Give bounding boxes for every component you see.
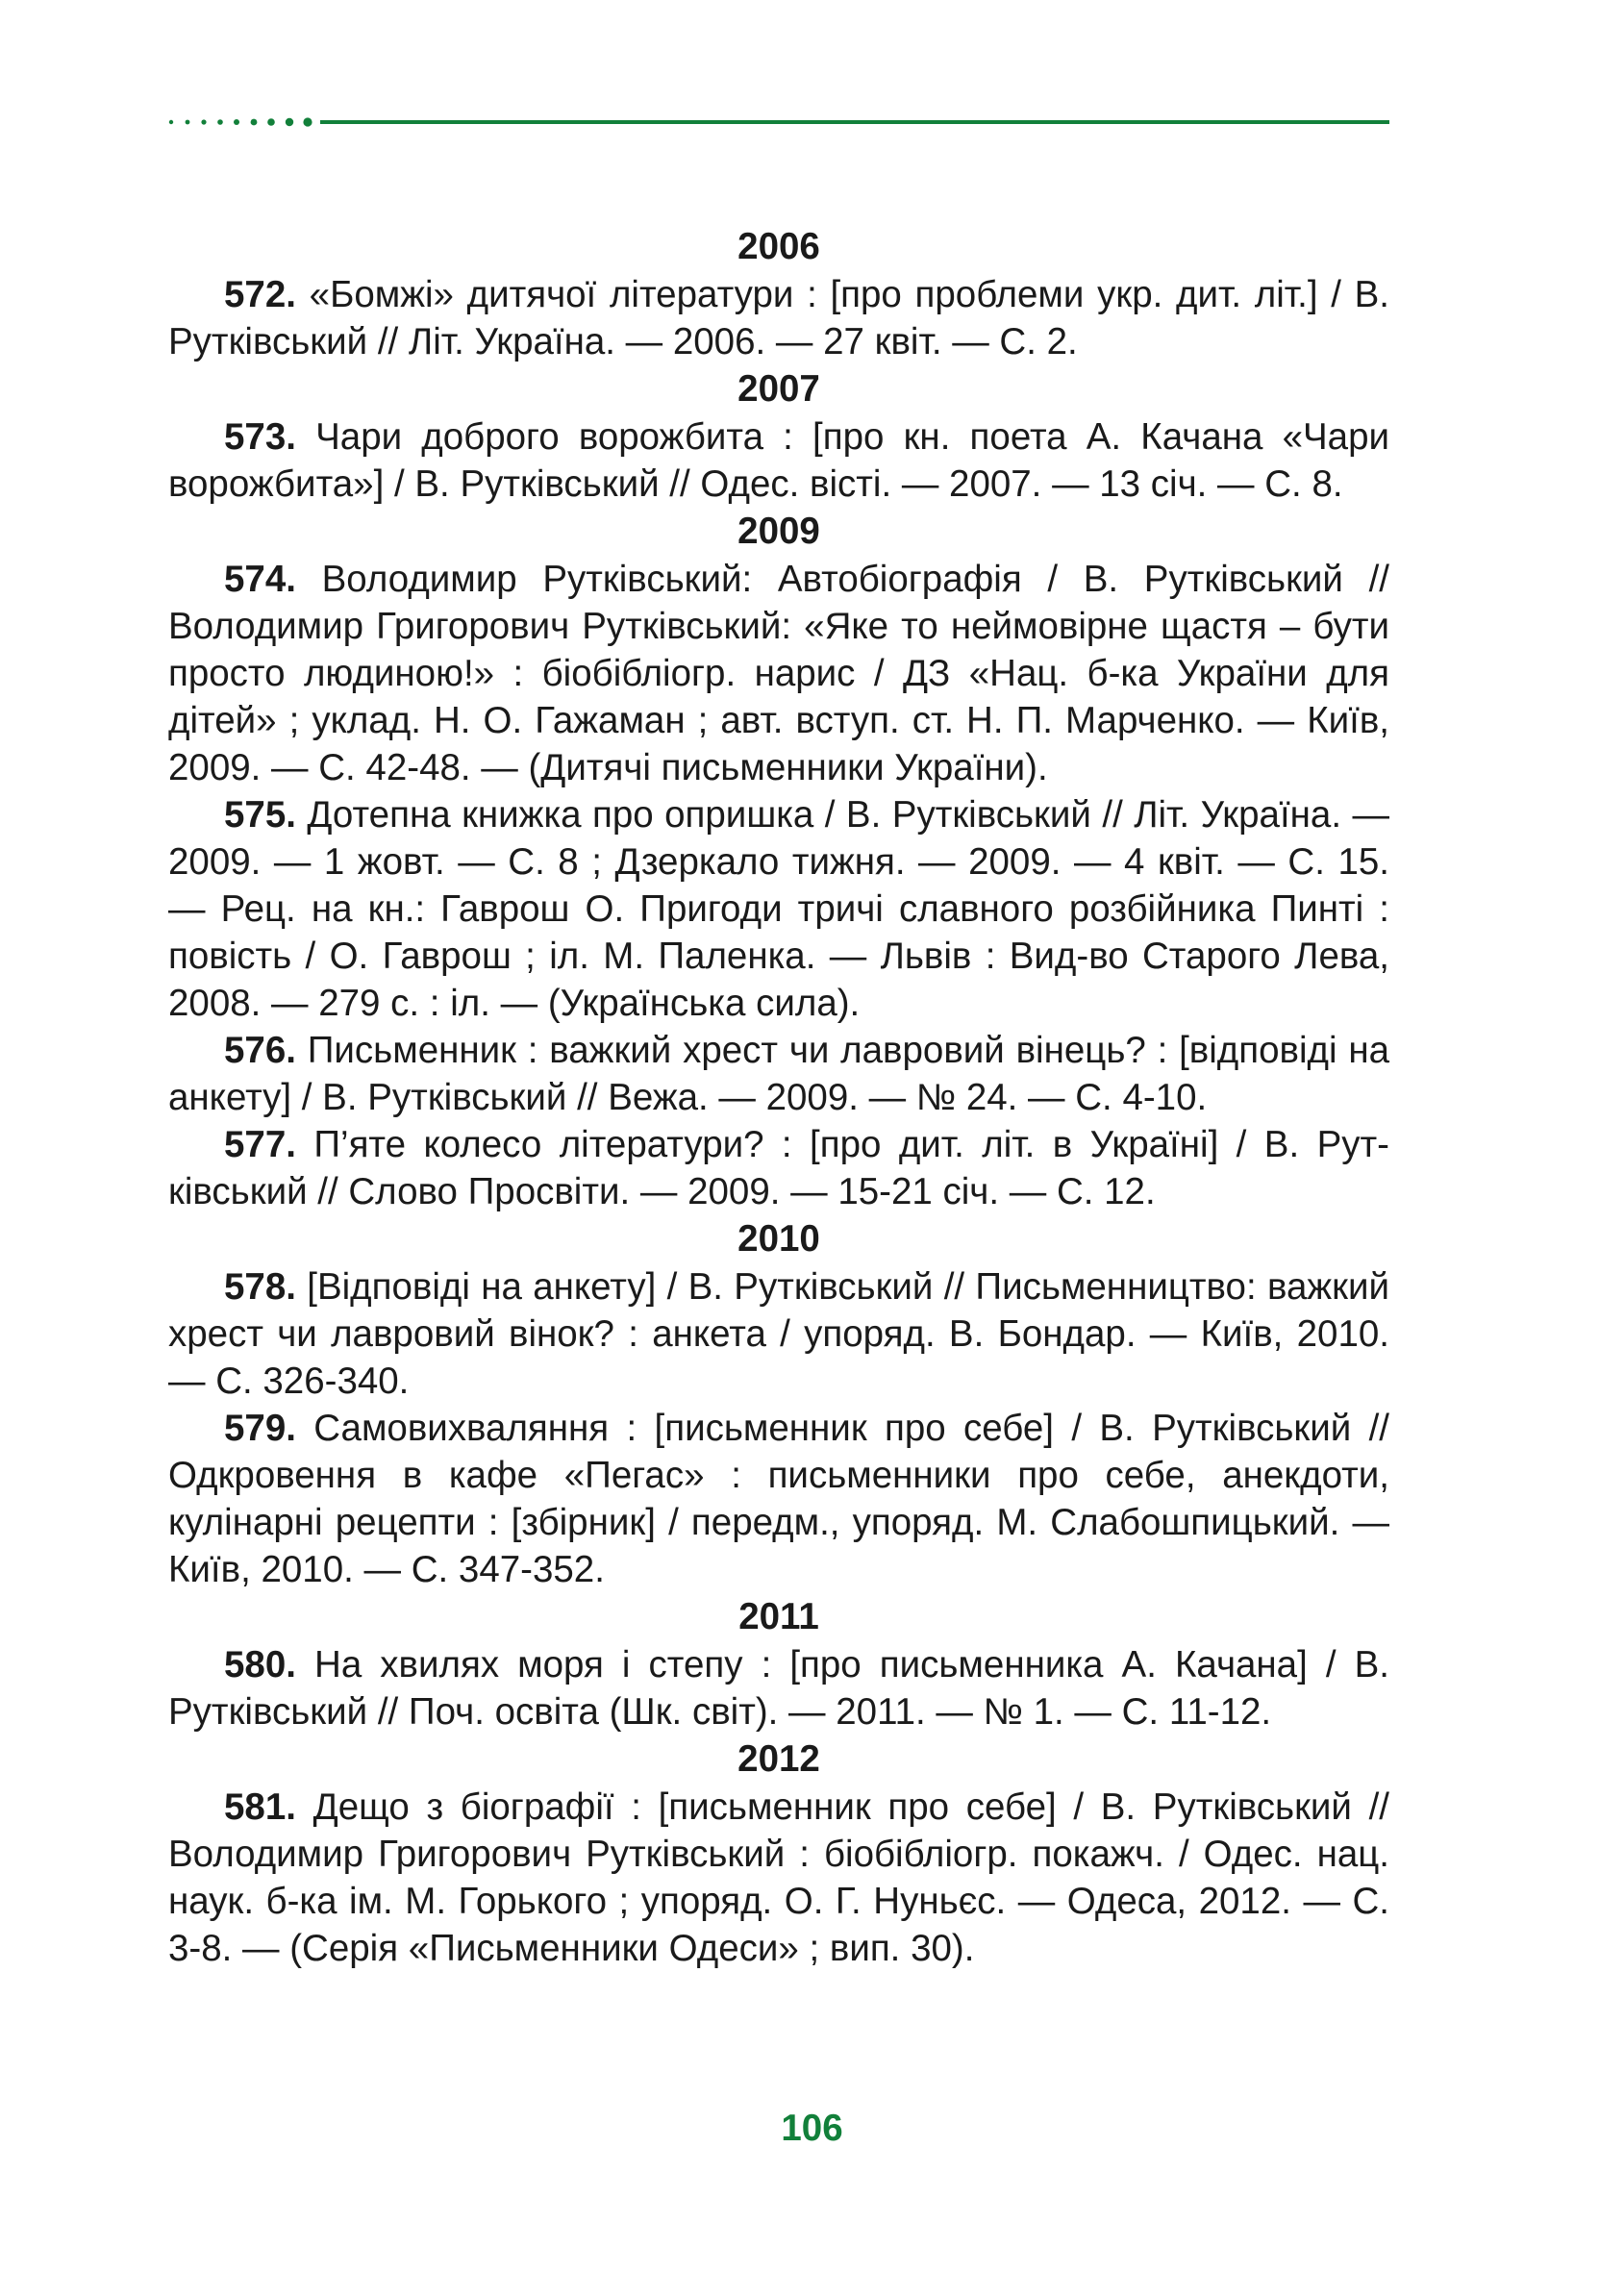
page-number: 106 [781,2108,843,2149]
header-rule-line [320,120,1389,124]
entry-text: Чари доброго ворожбита : [про кн. поета А. Качана «Чари ворожбита»] / В. Рутківський // Одес. вісті. — 2007. — 13 січ. — С. 8. [168,416,1389,505]
entry-text: [Відповіді на анкету] / В. Рутківський // Письменництво: важкий хрест чи лавровий вінок? : анкета / упоряд. В. Бондар. — Київ, 2010. — С. 326-340. [168,1266,1389,1402]
entry-text: П’яте колесо літератури? : [про дит. літ. в Україні] / В. Рутківський // Слово Просвіти. — 2009. — 15-21 січ. — С. 12. [168,1124,1389,1212]
entry-number: 581. [224,1786,296,1828]
bibliography-entry [168,1641,1389,1735]
entry-text: Дотепна книжка про опришка / В. Рутківський // Літ. Україна. — 2009. — 1 жовт. — С. 8 ; Дзеркало тижня. — 2009. — 4 квіт. — С. 15. — Рец. на кн.: Гаврош О. Пригоди тричі славного розбійника Пинті : повість / О. Гаврош ; іл. М. Паленка. — Львів : Вид-во Старого Лева, 2008. — 279 с. : іл. — (Українська сила). [168,794,1389,1024]
year-heading: 2007 [737,368,820,410]
year-heading: 2006 [737,226,820,267]
entry-number: 580. [224,1644,296,1685]
bibliography-content [168,223,1389,1972]
entry-text: На хвилях моря і степу : [про письменника А. Качана] / В. Рутківський // Поч. освіта (Шк. світ). — 2011. — № 1. — С. 11-12. [168,1644,1390,1733]
entry-text: Володимир Рутківський: Автобіографія / В. Рутківський // Володимир Григорович Рутківський: «Яке то неймовірне щастя – бути просто людиною!» : біобібліогр. нарис / ДЗ «Нац. б-ка України для дітей» ; уклад. Н. О. Гажаман ; авт. вступ. ст. Н. П. Марченко. — Київ, 2009. — С. 42-48. — (Дитячі письменники України). [168,559,1389,788]
entry-number: 572. [224,274,296,315]
bibliography-entry [168,1784,1389,1972]
bibliography-entry [168,1263,1389,1405]
entry-text: Самовихваляння : [письменник про себе] / В. Рутківський // Одкровення в кафе «Пегас» : письменники про себе, анекдоти, кулінарні рецепти : [збірник] / передм., упоряд. М. Слабошпицький. — Київ, 2010. — С. 347-352. [168,1408,1389,1590]
bibliography-entry [168,1027,1389,1121]
bibliography-entry [168,556,1389,791]
year-heading: 2009 [737,511,820,552]
header-rule-dots [169,117,312,126]
entry-number: 577. [224,1124,296,1165]
bibliography-entry [168,1405,1389,1593]
year-heading: 2012 [737,1738,820,1780]
bibliography-entry [168,791,1389,1027]
entry-text: «Бомжі» дитячої літератури : [про проблеми укр. дит. літ.] / В. Рутківський // Літ. Україна. — 2006. — 27 квіт. — С. 2. [168,274,1390,362]
entry-text: Дещо з біографії : [письменник про себе] / В. Рутківський // Володимир Григорович Рутківський : біобібліогр. покажч. / Одес. нац. наук. б-ка ім. М. Горького ; упоряд. О. Г. Нуньєс. — Одеса, 2012. — С. 3-8. — (Серія «Письменники Одеси» ; вип. 30). [168,1786,1389,1969]
entry-number: 576. [224,1030,296,1071]
year-heading: 2010 [737,1218,820,1260]
bibliography-entry [168,271,1389,365]
entry-number: 575. [224,794,296,836]
entry-number: 578. [224,1266,296,1308]
year-heading: 2011 [738,1596,819,1637]
bibliography-entry [168,1121,1389,1215]
header-dotted-rule [168,117,1389,127]
entry-number: 574. [224,559,296,600]
entry-text: Письменник : важкий хрест чи лавровий вінець? : [відповіді на анкету] / В. Рутківський // Вежа. — 2009. — № 24. — С. 4-10. [168,1030,1389,1118]
header-rule-graphic [168,117,1389,127]
bibliography-entry [168,413,1389,508]
entry-number: 579. [224,1408,296,1449]
entry-number: 573. [224,416,296,458]
